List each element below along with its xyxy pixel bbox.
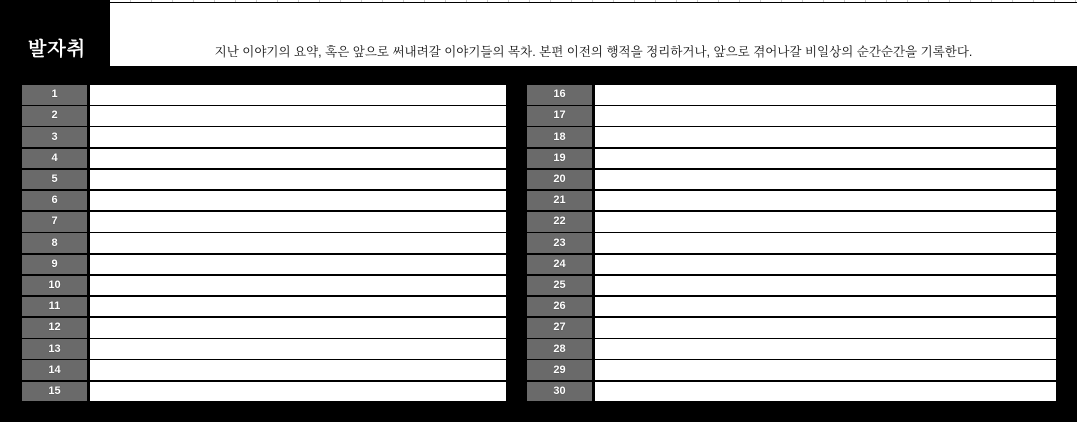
row-number-cell: 18	[527, 127, 592, 147]
table-row	[22, 233, 506, 253]
row-content-cell[interactable]	[90, 170, 506, 190]
table-row	[527, 170, 1056, 190]
row-content-cell[interactable]	[90, 255, 506, 275]
table-row	[527, 212, 1056, 232]
row-number-cell: 1	[22, 85, 87, 105]
table-row	[22, 170, 506, 190]
row-content-cell[interactable]	[595, 339, 1056, 359]
table-row	[527, 191, 1056, 211]
row-content-cell[interactable]	[595, 382, 1056, 402]
row-number-cell: 2	[22, 106, 87, 126]
row-content-cell[interactable]	[595, 170, 1056, 190]
row-content-cell[interactable]	[90, 212, 506, 232]
table-row	[527, 276, 1056, 296]
row-content-cell[interactable]	[595, 360, 1056, 380]
table-row	[22, 339, 506, 359]
row-number-cell: 3	[22, 127, 87, 147]
table-row	[527, 85, 1056, 105]
row-content-cell[interactable]	[595, 212, 1056, 232]
row-content-cell[interactable]	[90, 276, 506, 296]
row-content-cell[interactable]	[595, 297, 1056, 317]
table-row	[527, 360, 1056, 380]
row-number-cell: 19	[527, 149, 592, 169]
row-content-cell[interactable]	[90, 106, 506, 126]
table-row	[22, 191, 506, 211]
table-row	[527, 382, 1056, 402]
row-number-cell: 24	[527, 255, 592, 275]
table-row	[527, 127, 1056, 147]
row-number-cell: 29	[527, 360, 592, 380]
table-row	[527, 297, 1056, 317]
row-content-cell[interactable]	[90, 85, 506, 105]
row-content-cell[interactable]	[90, 339, 506, 359]
row-number-cell: 30	[527, 382, 592, 402]
table-row	[527, 339, 1056, 359]
rows-column-left	[22, 85, 506, 403]
row-content-cell[interactable]	[90, 191, 506, 211]
row-content-cell[interactable]	[90, 233, 506, 253]
row-number-cell: 7	[22, 212, 87, 232]
table-row	[22, 360, 506, 380]
row-number-cell: 23	[527, 233, 592, 253]
row-number-cell: 17	[527, 106, 592, 126]
table-row	[22, 297, 506, 317]
row-content-cell[interactable]	[595, 106, 1056, 126]
row-content-cell[interactable]	[90, 297, 506, 317]
table-row	[22, 149, 506, 169]
row-number-cell: 27	[527, 318, 592, 338]
description-text: 지난 이야기의 요약, 혹은 앞으로 써내려갈 이야기들의 목차. 본편 이전의 행적을 정리하거나, 앞으로 겪어나갈 비일상의 순간순간을 기록한다.	[214, 44, 973, 59]
table-row	[22, 318, 506, 338]
table-row	[22, 127, 506, 147]
table-row	[22, 212, 506, 232]
row-content-cell[interactable]	[90, 318, 506, 338]
row-content-cell[interactable]	[595, 127, 1056, 147]
table-row	[22, 255, 506, 275]
row-number-cell: 6	[22, 191, 87, 211]
table-row	[527, 318, 1056, 338]
row-content-cell[interactable]	[90, 149, 506, 169]
row-number-cell: 11	[22, 297, 87, 317]
row-number-cell: 26	[527, 297, 592, 317]
row-number-cell: 5	[22, 170, 87, 190]
table-row	[22, 106, 506, 126]
table-row	[527, 149, 1056, 169]
row-content-cell[interactable]	[595, 318, 1056, 338]
table-row	[22, 276, 506, 296]
row-content-cell[interactable]	[595, 85, 1056, 105]
table-row	[527, 233, 1056, 253]
page-title: 발자취	[28, 39, 87, 60]
row-number-cell: 20	[527, 170, 592, 190]
row-content-cell[interactable]	[595, 276, 1056, 296]
row-number-cell: 13	[22, 339, 87, 359]
description-box	[110, 3, 1077, 66]
row-content-cell[interactable]	[90, 382, 506, 402]
row-content-cell[interactable]	[595, 191, 1056, 211]
row-content-cell[interactable]	[595, 255, 1056, 275]
rows-column-right	[527, 85, 1056, 403]
row-number-cell: 9	[22, 255, 87, 275]
table-row	[527, 255, 1056, 275]
row-number-cell: 12	[22, 318, 87, 338]
row-number-cell: 25	[527, 276, 592, 296]
row-number-cell: 14	[22, 360, 87, 380]
spreadsheet-gridline-strip	[110, 0, 1077, 2]
row-content-cell[interactable]	[90, 127, 506, 147]
table-row	[527, 106, 1056, 126]
row-number-cell: 21	[527, 191, 592, 211]
title-box	[0, 0, 110, 66]
table-row	[22, 382, 506, 402]
row-content-cell[interactable]	[90, 360, 506, 380]
row-number-cell: 4	[22, 149, 87, 169]
row-number-cell: 10	[22, 276, 87, 296]
row-number-cell: 16	[527, 85, 592, 105]
row-number-cell: 28	[527, 339, 592, 359]
row-number-cell: 8	[22, 233, 87, 253]
row-content-cell[interactable]	[595, 149, 1056, 169]
row-number-cell: 15	[22, 382, 87, 402]
row-number-cell: 22	[527, 212, 592, 232]
table-row	[22, 85, 506, 105]
row-content-cell[interactable]	[595, 233, 1056, 253]
